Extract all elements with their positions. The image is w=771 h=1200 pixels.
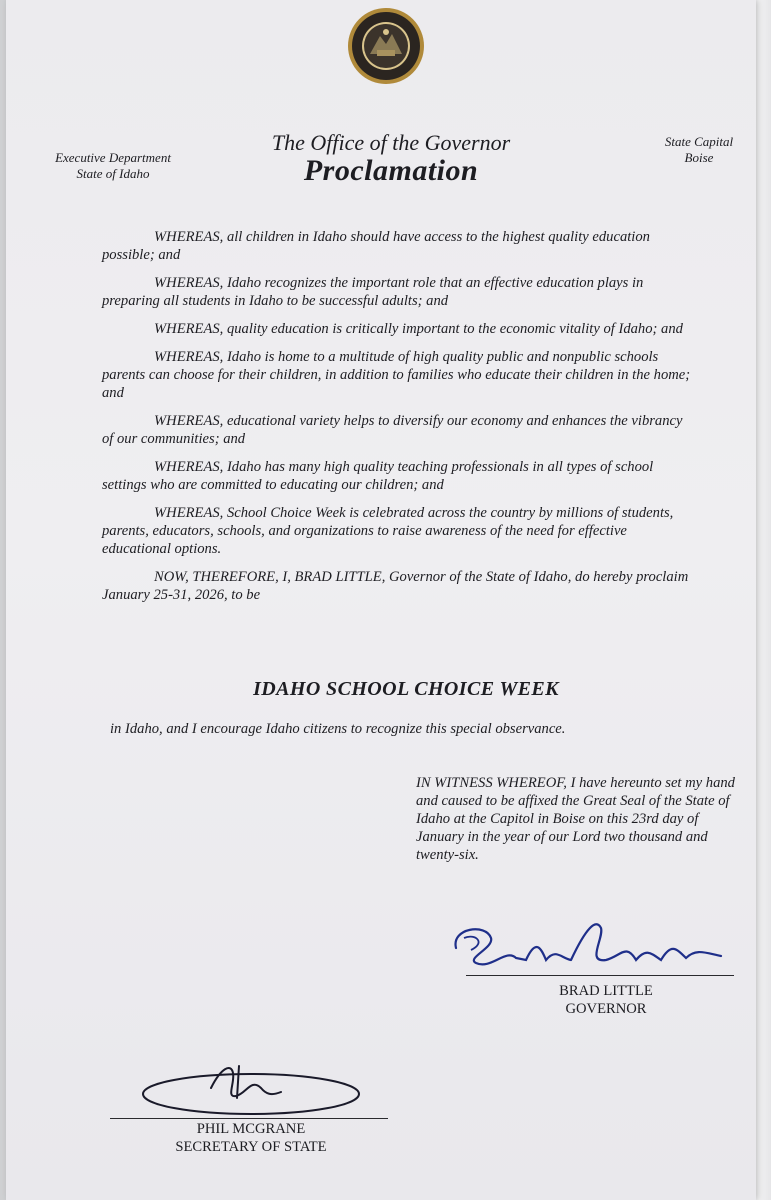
proclamation-body <box>102 228 692 614</box>
whereas-paragraph: WHEREAS, Idaho recognizes the important role that an effective education plays in preparing all students in Idaho to be successful adults; and <box>102 275 644 309</box>
secretary-name: PHIL MCGRANE <box>196 1121 306 1137</box>
whereas-paragraph: WHEREAS, School Choice Week is celebrated across the country by millions of students, parents, educators, schools, and organizations to raise awareness of the need for effective educational options. <box>102 505 674 557</box>
secretary-signature-line <box>110 1118 388 1119</box>
secretary-signature-icon <box>141 1058 381 1120</box>
proclamation-document <box>6 0 756 1200</box>
capital-line-2: Boise <box>684 150 714 165</box>
exec-dept-line-1: Executive Department <box>55 150 171 165</box>
state-seal-icon <box>346 6 426 86</box>
governor-title: GOVERNOR <box>565 1001 647 1017</box>
exec-dept-line-2: State of Idaho <box>76 166 150 181</box>
document-title: Proclamation <box>303 154 479 187</box>
event-title: IDAHO SCHOOL CHOICE WEEK <box>253 678 559 700</box>
governor-signature-icon <box>446 918 746 978</box>
whereas-paragraph: WHEREAS, Idaho has many high quality teaching professionals in all types of school settings who are committed to educating our children; and <box>102 459 654 493</box>
whereas-paragraph: WHEREAS, all children in Idaho should have access to the highest quality education possible; and <box>102 229 650 263</box>
whereas-paragraph: WHEREAS, quality education is critically important to the economic vitality of Idaho; and <box>154 321 683 337</box>
encourage-statement: in Idaho, and I encourage Idaho citizens to recognize this special observance. <box>110 721 566 737</box>
office-title: The Office of the Governor <box>271 130 511 155</box>
governor-signature-line <box>466 975 734 976</box>
governor-name: BRAD LITTLE <box>559 983 653 999</box>
whereas-paragraph: WHEREAS, educational variety helps to diversify our economy and enhances the vibrancy of our communities; and <box>102 413 683 447</box>
capital-line-1: State Capital <box>664 134 734 149</box>
witness-statement: IN WITNESS WHEREOF, I have hereunto set my hand and caused to be affixed the Great Seal of the State of Idaho at the Capitol in Boise on this 23rd day of January in the year of our Lord two thousand and twenty-six. <box>416 775 735 863</box>
secretary-title: SECRETARY OF STATE <box>175 1139 327 1155</box>
therefore-paragraph: NOW, THEREFORE, I, BRAD LITTLE, Governor of the State of Idaho, do hereby proclaim January 25-31, 2026, to be <box>102 569 689 603</box>
executive-department <box>38 150 188 182</box>
state-capital <box>644 134 754 166</box>
whereas-paragraph: WHEREAS, Idaho is home to a multitude of high quality public and nonpublic schools parents can choose for their children, in addition to families who educate their children in the home; and <box>102 349 691 401</box>
